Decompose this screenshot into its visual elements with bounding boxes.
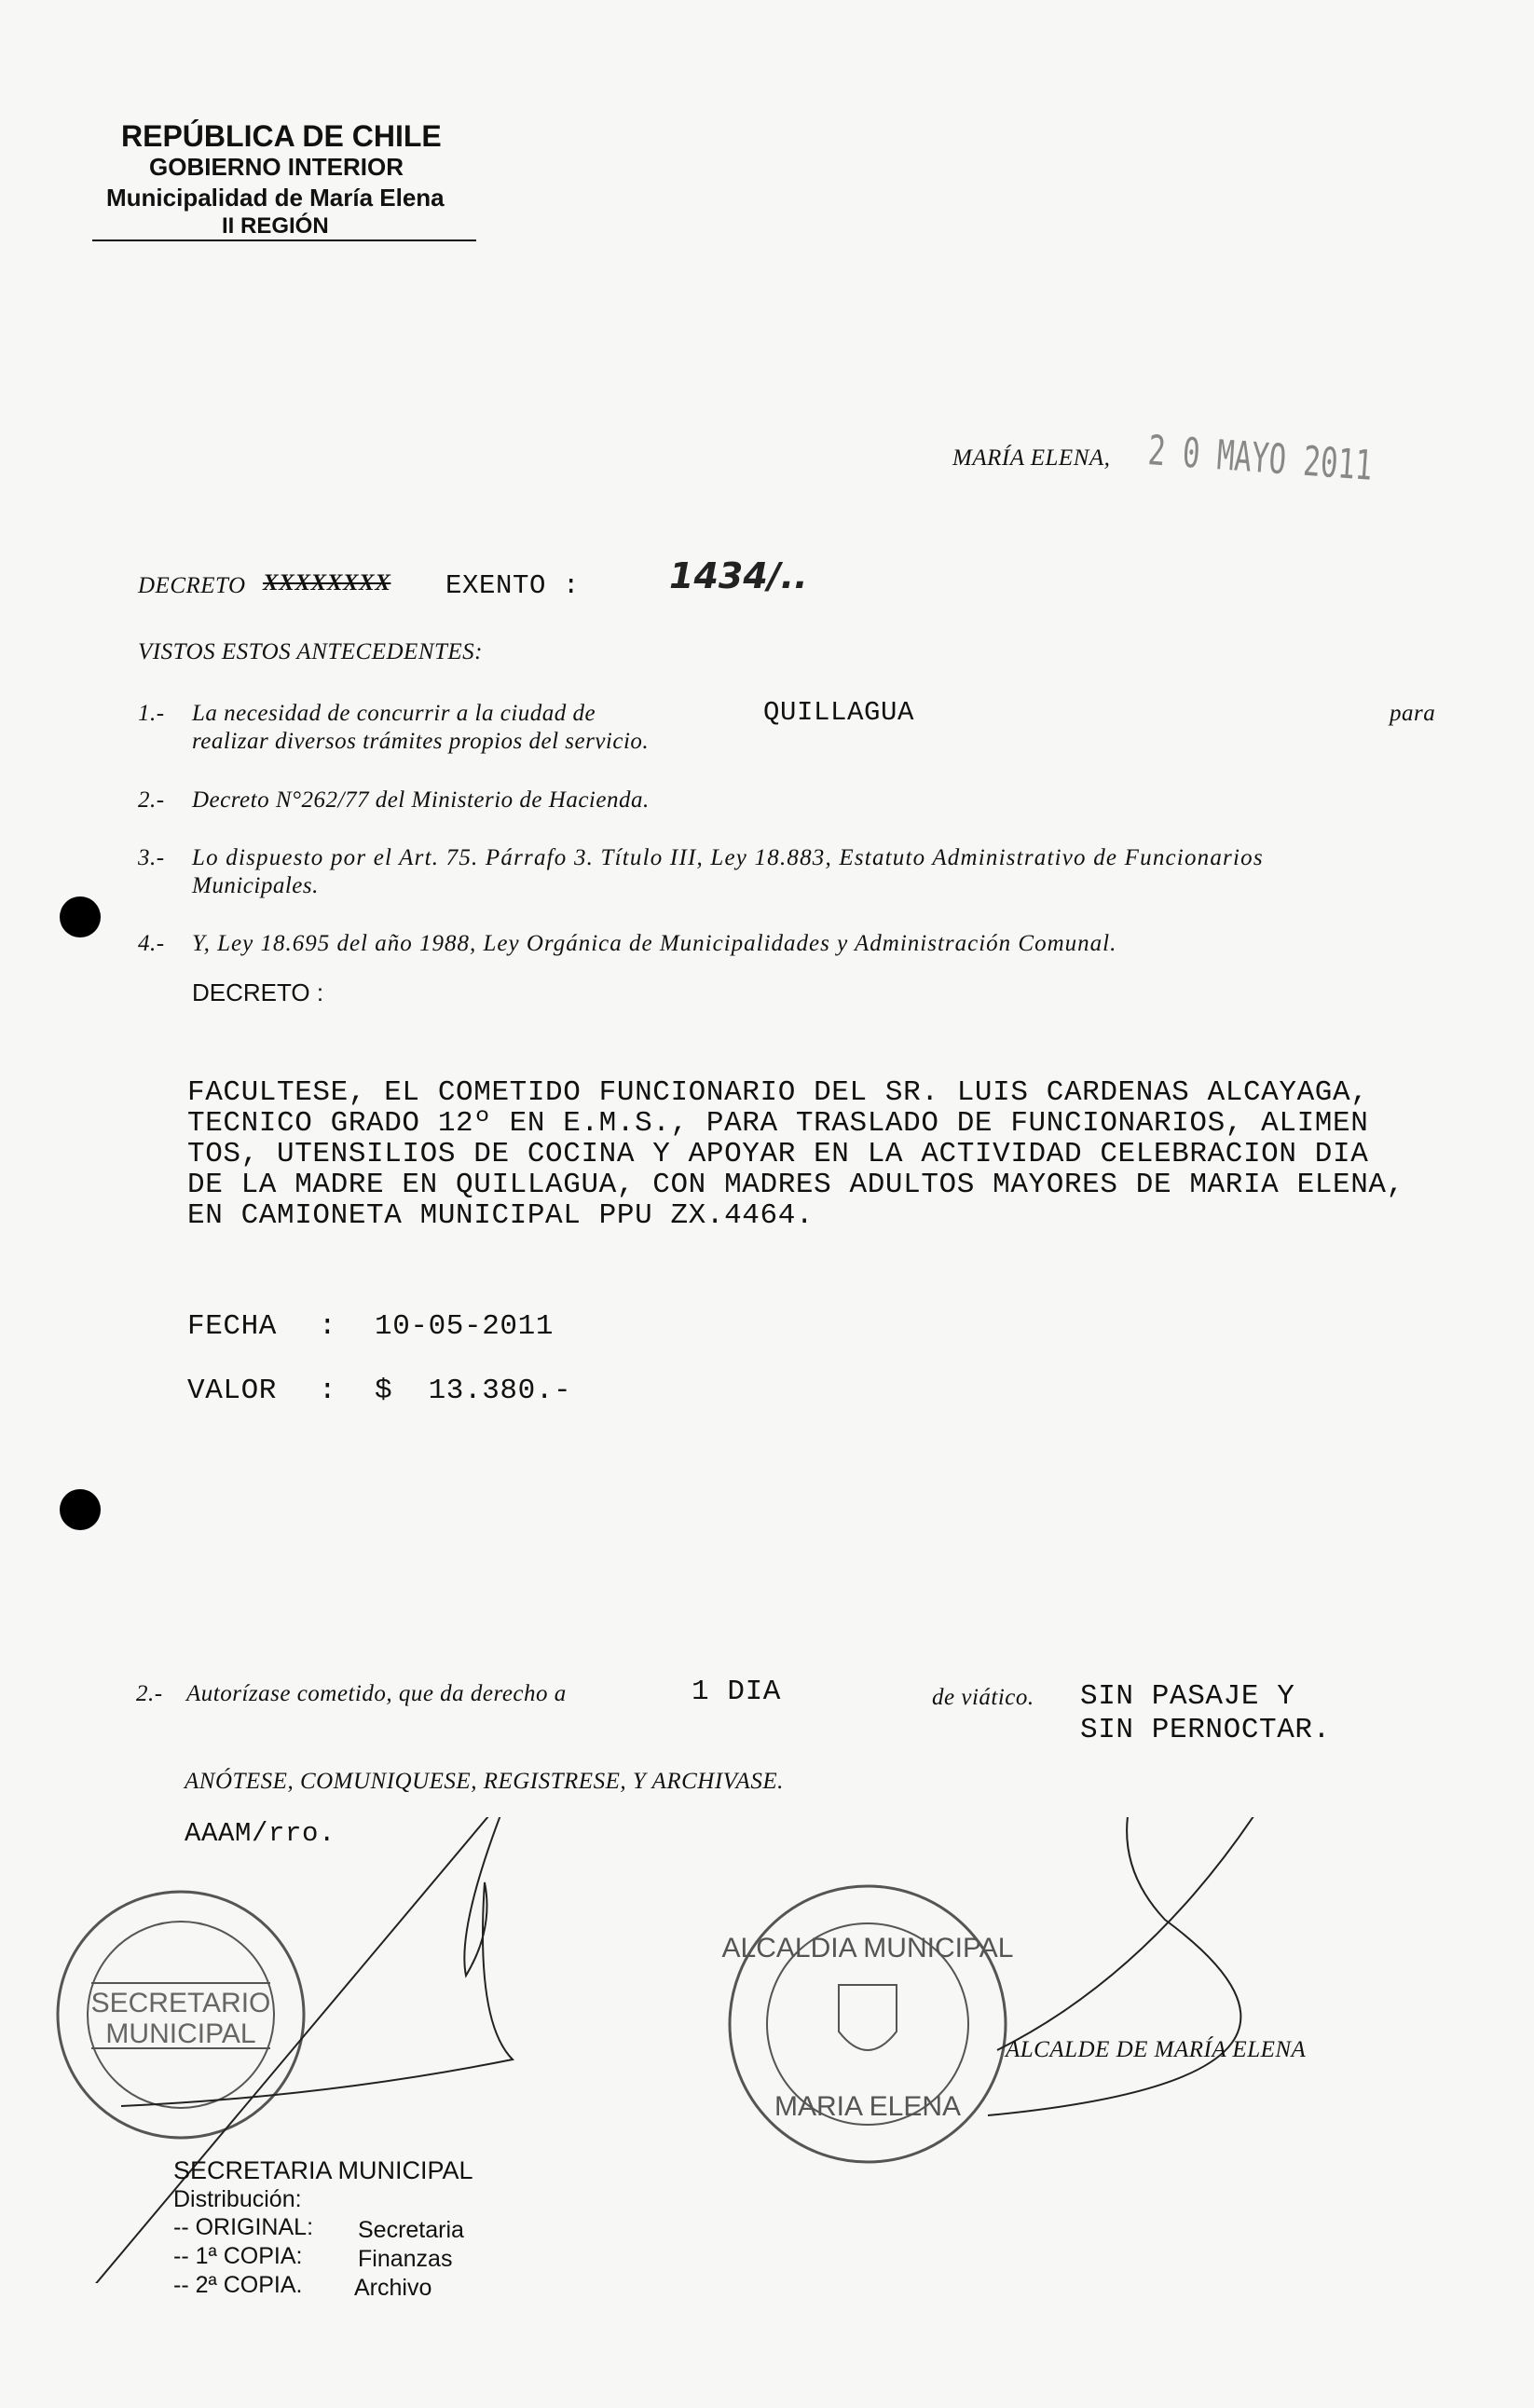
svg-text:ALCALDIA MUNICIPAL: ALCALDIA MUNICIPAL <box>721 1933 1014 1963</box>
header-divider <box>92 239 476 241</box>
item-text: Decreto N°262/77 del Ministerio de Hacienda. <box>192 787 650 813</box>
svg-text:SECRETARIO: SECRETARIO <box>90 1988 271 2018</box>
decreto-heading: DECRETO : <box>192 978 324 1006</box>
distribution-key: -- ORIGINAL: <box>173 2214 314 2240</box>
valor-label: VALOR <box>187 1375 278 1407</box>
distribution-key: -- 1ª COPIA: <box>173 2243 303 2269</box>
vistos-heading: VISTOS ESTOS ANTECEDENTES: <box>138 639 483 664</box>
mayor-title: ALCALDE DE MARÍA ELENA <box>1006 2037 1307 2062</box>
item-num: 1.- <box>138 701 165 726</box>
body-line: TOS, UTENSILIOS DE COCINA Y APOYAR EN LA ACTIVIDAD CELEBRACION DIA <box>187 1138 1369 1170</box>
decree-type: EXENTO : <box>445 570 581 601</box>
svg-text:MARIA ELENA: MARIA ELENA <box>774 2091 962 2122</box>
auth-viatico: de viático. <box>932 1685 1034 1710</box>
punch-hole <box>60 896 101 937</box>
body-line: FACULTESE, EL COMETIDO FUNCIONARIO DEL SR. LUIS CARDENAS ALCAYAGA, <box>187 1076 1369 1109</box>
initials: AAAM/rro. <box>185 1818 336 1849</box>
item-text: Municipales. <box>192 873 319 898</box>
fecha-value: 10-05-2011 <box>375 1310 555 1343</box>
valor-sep: : <box>319 1375 337 1407</box>
auth-note: SIN PASAJE Y <box>1080 1680 1295 1713</box>
auth-text: Autorízase cometido, que da derecho a <box>186 1681 567 1706</box>
item-text: para <box>1390 701 1436 726</box>
valor-value: $ 13.380.- <box>375 1375 572 1407</box>
item-text: Y, Ley 18.695 del año 1988, Ley Orgánica de Municipalidades y Administración Comunal. <box>192 931 1117 956</box>
fecha-label: FECHA <box>187 1310 278 1343</box>
punch-hole <box>60 1489 101 1530</box>
item-text: Lo dispuesto por el Art. 75. Párrafo 3. Título III, Ley 18.883, Estatuto Administrativo de Funcionarios <box>192 845 1264 870</box>
item-text: La necesidad de concurrir a la ciudad de <box>192 701 596 726</box>
decree-label: DECRETO <box>138 573 246 598</box>
body-line: EN CAMIONETA MUNICIPAL PPU ZX.4464. <box>187 1199 815 1232</box>
auth-days: 1 DIA <box>692 1676 782 1708</box>
auth-num: 2.- <box>136 1681 163 1706</box>
secretary-stamp <box>58 1892 304 2138</box>
place: MARÍA ELENA, <box>952 445 1111 471</box>
footer-office: SECRETARIA MUNICIPAL <box>173 2156 473 2184</box>
header-region: II REGIÓN <box>222 213 329 239</box>
svg-text:MUNICIPAL: MUNICIPAL <box>105 2018 256 2049</box>
body-line: DE LA MADRE EN QUILLAGUA, CON MADRES ADULTOS MAYORES DE MARIA ELENA, <box>187 1169 1404 1201</box>
body-line: TECNICO GRADO 12º EN E.M.S., PARA TRASLADO DE FUNCIONARIOS, ALIMEN <box>187 1107 1369 1140</box>
auth-note: SIN PERNOCTAR. <box>1080 1714 1331 1746</box>
decree-struck: XXXXXXXX <box>263 570 391 595</box>
distribution-key: -- 2ª COPIA. <box>173 2272 303 2298</box>
decree-number: 1434/.. <box>669 555 808 596</box>
fecha-sep: : <box>319 1310 337 1343</box>
item-num: 2.- <box>138 787 165 813</box>
item-num: 3.- <box>138 845 165 870</box>
distribution-value: Secretaria <box>358 2217 464 2243</box>
header-country: REPÚBLICA DE CHILE <box>121 119 442 153</box>
item-text: realizar diversos trámites propios del servicio. <box>192 729 650 754</box>
distribution-value: Finanzas <box>358 2246 453 2272</box>
item-num: 4.- <box>138 931 165 956</box>
header-government: GOBIERNO INTERIOR <box>149 153 404 181</box>
destination-city: QUILLAGUA <box>763 697 915 728</box>
distribution-label: Distribución: <box>173 2186 302 2212</box>
header-municipality: Municipalidad de María Elena <box>106 184 445 212</box>
distribution-value: Archivo <box>354 2275 432 2301</box>
closing-text: ANÓTESE, COMUNIQUESE, REGISTRESE, Y ARCHIVASE. <box>185 1769 784 1794</box>
date-stamp: 2 0 MAYO 2011 <box>1146 427 1375 490</box>
mayor-stamp <box>722 1886 1014 2162</box>
